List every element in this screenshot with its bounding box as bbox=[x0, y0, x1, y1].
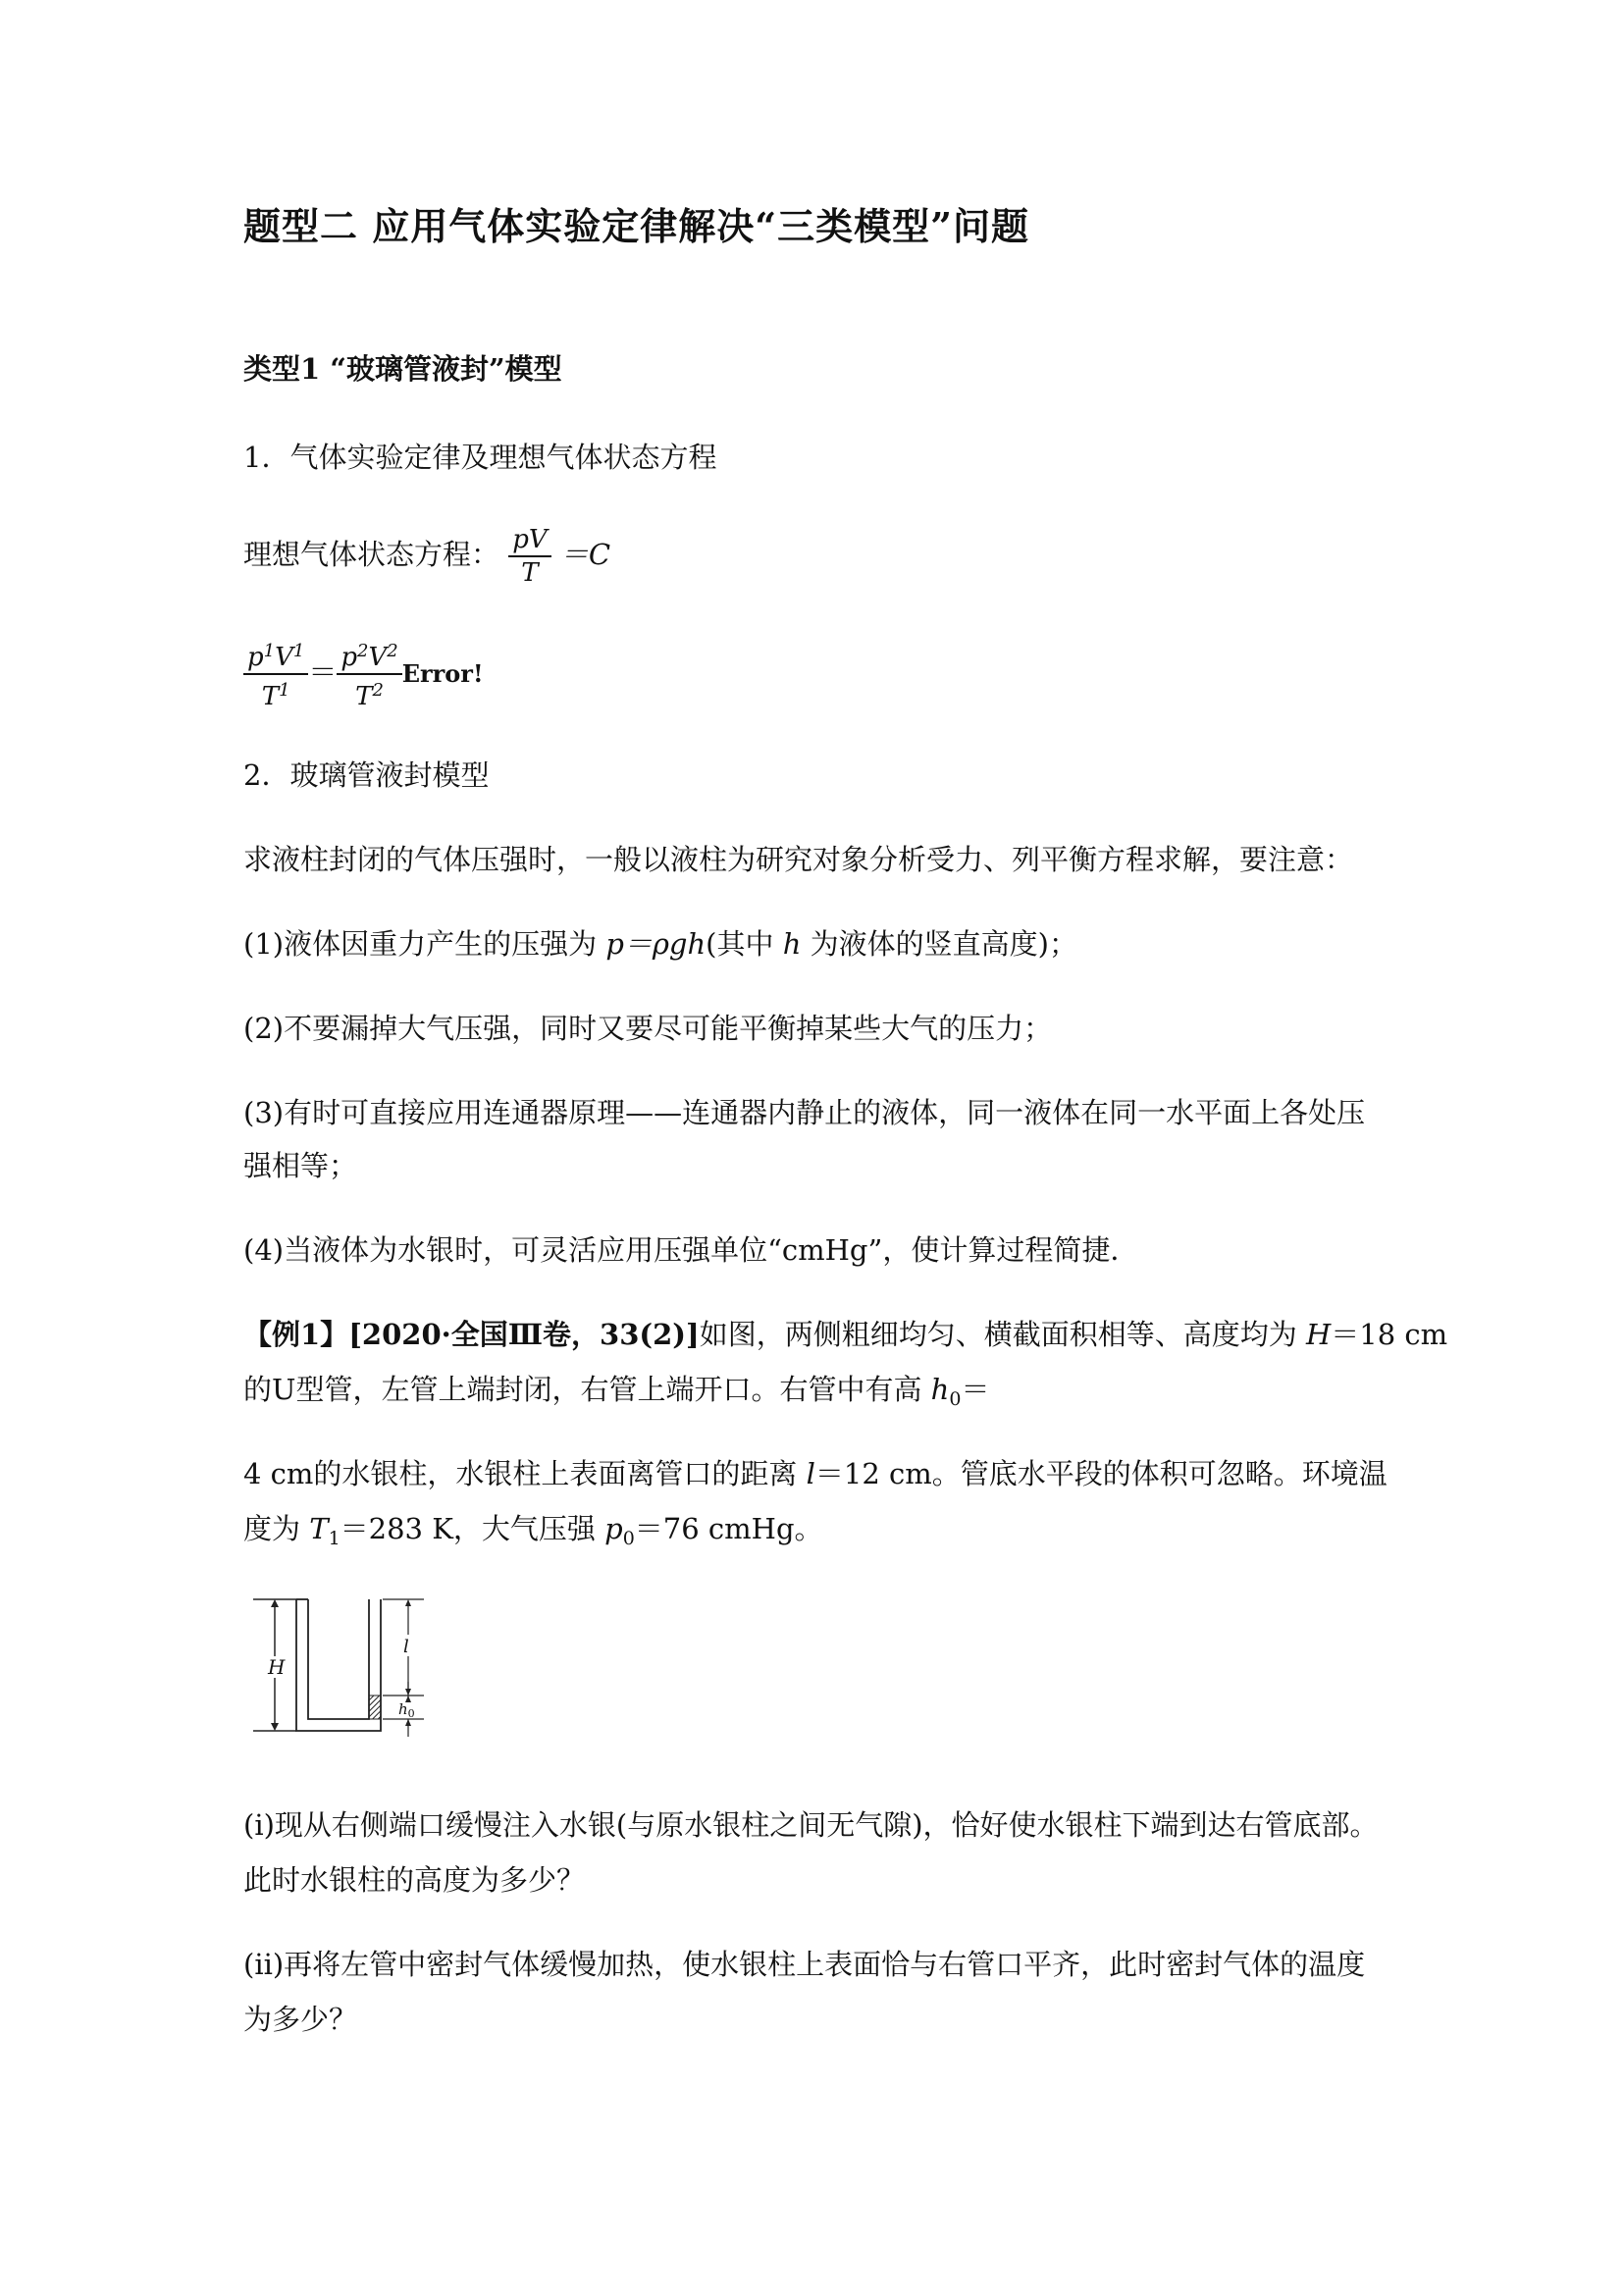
error-text: Error! bbox=[401, 659, 484, 688]
sup-1a: 1 bbox=[263, 641, 276, 661]
point-3-line2: 强相等； bbox=[243, 1149, 358, 1182]
sup-2b: 2 bbox=[387, 641, 398, 661]
point-4: (4)当液体为水银时，可灵活应用压强单位“cmHg”，使计算过程简捷． bbox=[243, 1233, 1139, 1267]
fraction-state2 bbox=[337, 636, 401, 712]
example-text-2: 的U型管，左管上端封闭，右管上端开口。右管中有高 bbox=[243, 1373, 931, 1406]
sup-1c: 1 bbox=[279, 680, 290, 701]
fraction-pv-t bbox=[508, 524, 550, 589]
mercury-column bbox=[369, 1696, 381, 1719]
example-text-3a: 4 cm的水银柱，水银柱上表面离管口的距离 bbox=[243, 1457, 807, 1490]
symbol-t1: T bbox=[261, 682, 280, 711]
example-text-4b: ＝283 K，大气压强 bbox=[340, 1512, 605, 1545]
example-line3 bbox=[243, 1452, 1387, 1495]
example-text-4c: ＝76 cmHg。 bbox=[634, 1512, 823, 1545]
symbol-v1: V bbox=[275, 643, 293, 672]
symbol-t2: T bbox=[355, 682, 373, 711]
combined-gas-law bbox=[243, 636, 483, 712]
ideal-gas-label: 理想气体状态方程： bbox=[243, 538, 500, 571]
symbol-T1: T bbox=[309, 1512, 329, 1545]
question-1-line2: 此时水银柱的高度为多少？ bbox=[243, 1863, 586, 1897]
label-H: H bbox=[268, 1655, 286, 1679]
point1-symbol-h: h bbox=[782, 927, 802, 961]
question-2-line2: 为多少？ bbox=[243, 2003, 358, 2036]
symbol-v2: V bbox=[368, 643, 388, 672]
point1-text-c: 为液体的竖直高度)； bbox=[801, 927, 1077, 961]
label-h0-main: h bbox=[398, 1700, 408, 1718]
example-line4 bbox=[243, 1507, 823, 1560]
label-l: l bbox=[403, 1637, 409, 1657]
label-h0-sub: 0 bbox=[407, 1707, 415, 1720]
ideal-gas-equation bbox=[243, 520, 610, 589]
h0-arrowhead-bottom bbox=[405, 1719, 411, 1726]
page-heading: 题型二 应用气体实验定律解决“三类模型”问题 bbox=[243, 204, 1029, 248]
point1-formula: p＝ρgh bbox=[605, 927, 707, 961]
symbol-l: l bbox=[806, 1457, 815, 1490]
u-tube-figure bbox=[251, 1595, 438, 1743]
example-line1 bbox=[243, 1313, 1447, 1356]
example-text-1-end: ＝18 cm bbox=[1331, 1318, 1448, 1351]
example-text-3b: ＝12 cm。管底水平段的体积可忽略。环境温 bbox=[814, 1457, 1387, 1490]
symbol-p1: p bbox=[247, 643, 264, 672]
section1-title: 1．气体实验定律及理想气体状态方程 bbox=[243, 441, 717, 474]
example-tag: 【例1】 bbox=[243, 1318, 349, 1351]
point1-text-b: (其中 bbox=[706, 927, 783, 961]
fraction-numerator: pV bbox=[508, 524, 550, 557]
point-1 bbox=[243, 922, 1077, 965]
H-arrowhead-top bbox=[271, 1599, 279, 1607]
fraction-state1 bbox=[243, 636, 308, 712]
sup-1b: 1 bbox=[292, 641, 305, 661]
symbol-h0: h bbox=[930, 1373, 950, 1406]
symbol-p0: p bbox=[604, 1512, 623, 1545]
symbol-H: H bbox=[1305, 1318, 1332, 1351]
sup-2a: 2 bbox=[357, 641, 369, 661]
sup-2c: 2 bbox=[372, 680, 384, 701]
equals-sign: ＝ bbox=[308, 655, 338, 689]
section2-title: 2．玻璃管液封模型 bbox=[243, 758, 490, 792]
intro-paragraph: 求液柱封闭的气体压强时，一般以液柱为研究对象分析受力、列平衡方程求解，要注意： bbox=[243, 843, 1354, 876]
example-source: [2020·全国Ⅲ卷，33(2)] bbox=[348, 1318, 700, 1351]
symbol-p2: p bbox=[340, 643, 358, 672]
question-2-line1: (ⅱ)再将左管中密封气体缓慢加热，使水银柱上表面恰与右管口平齐，此时密封气体的温度 bbox=[243, 1948, 1366, 1981]
example-text-4a: 度为 bbox=[243, 1512, 310, 1545]
equation-rhs: ＝C bbox=[559, 538, 611, 571]
symbol-h0-sub: 0 bbox=[949, 1388, 962, 1410]
example-text-2-end: ＝ bbox=[961, 1373, 990, 1406]
example-text-1: 如图，两侧粗细均匀、横截面积相等、高度均为 bbox=[699, 1318, 1306, 1351]
tube-inner-wall bbox=[308, 1599, 369, 1719]
type1-title: 类型1 “玻璃管液封”模型 bbox=[243, 352, 562, 386]
point-3-line1: (3)有时可直接应用连通器原理——连通器内静止的液体，同一液体在同一水平面上各处压 bbox=[243, 1096, 1366, 1129]
question-1-line1: (ⅰ)现从右侧端口缓慢注入水银(与原水银柱之间无气隙)，恰好使水银柱下端到达右管底部。 bbox=[243, 1808, 1379, 1842]
example-line2 bbox=[243, 1368, 989, 1421]
symbol-T1-sub: 1 bbox=[328, 1528, 340, 1549]
label-h0 bbox=[398, 1700, 415, 1720]
point1-text-a: (1)液体因重力产生的压强为 bbox=[243, 927, 606, 961]
fraction-denominator: T bbox=[521, 558, 539, 588]
H-arrowhead-bottom bbox=[271, 1723, 279, 1731]
l-arrowhead-top bbox=[405, 1599, 411, 1606]
point-2: (2)不要漏掉大气压强，同时又要尽可能平衡掉某些大气的压力； bbox=[243, 1012, 1053, 1045]
symbol-p0-sub: 0 bbox=[622, 1528, 635, 1549]
